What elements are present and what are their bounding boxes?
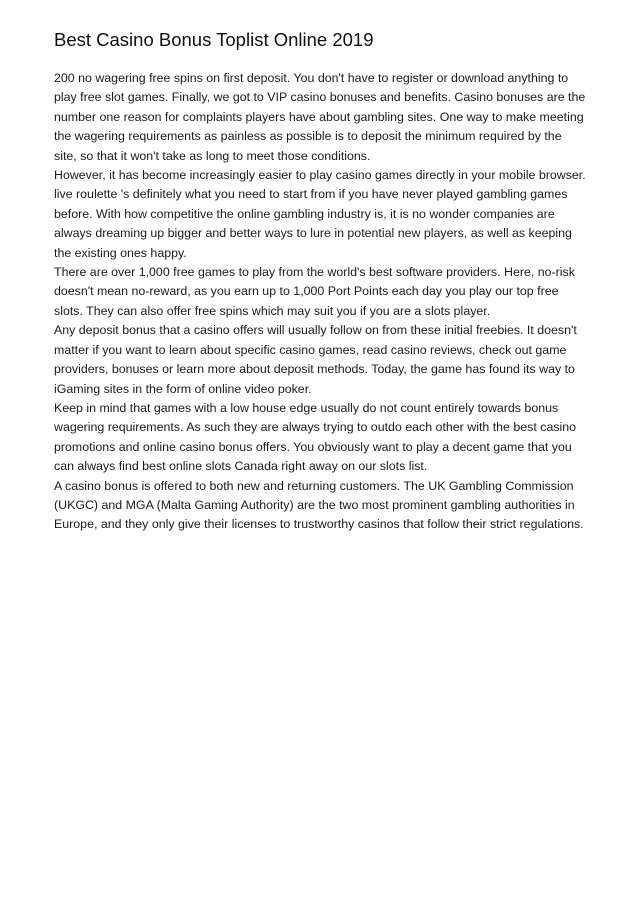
paragraph: A casino bonus is offered to both new and returning customers. The UK Gambling Commission (UKGC) and MGA (Malta Gaming Authority) are the two most prominent gambling authorities in Europe, and they only give their licenses to trustworthy casinos that follow their strict regulations.: [54, 478, 584, 532]
paragraph: There are over 1,000 free games to play from the world's best software providers. Here, no-risk doesn't mean no-reward, as you earn up to 1,000 Port Points each day you play our top free slots. They can also offer free spins which may suit you if you are a slots player.: [54, 265, 575, 318]
paragraph: 200 no wagering free spins on first deposit. You don't have to register or download anything to play free slot games. Finally, we got to VIP casino bonuses and benefits. Casino bonuses are the number one reason for complaints players have about gambling sites. One way to make meeting the wagering requirements as painless as possible is to deposit the minimum required by the site, so that it won't take as long to meet those conditions.: [54, 71, 586, 163]
document-title: Best Casino Bonus Toplist Online 2019: [54, 29, 374, 50]
paragraph: However, it has become increasingly easier to play casino games directly in your mobile browser. live roulette 's definitely what you need to start from if you have never played gambling games before. With how competitive the online gambling industry is, it is no wonder companies are always dreaming up bigger and better ways to lure in potential new players, as well as keeping the existing ones happy.: [54, 168, 586, 260]
document-body: [54, 69, 586, 535]
paragraph: Any deposit bonus that a casino offers will usually follow on from these initial freebies. It doesn't matter if you want to learn about specific casino games, read casino reviews, check out game providers, bonuses or learn more about deposit methods. Today, the game has found its way to iGaming sites in the form of online video poker.: [54, 323, 577, 396]
paragraph: Keep in mind that games with a low house edge usually do not count entirely towards bonus wagering requirements. As such they are always trying to outdo each other with the best casino promotions and online casino bonus offers. You obviously want to play a decent game that you can always find best online slots Canada right away on our slots list.: [54, 400, 577, 474]
